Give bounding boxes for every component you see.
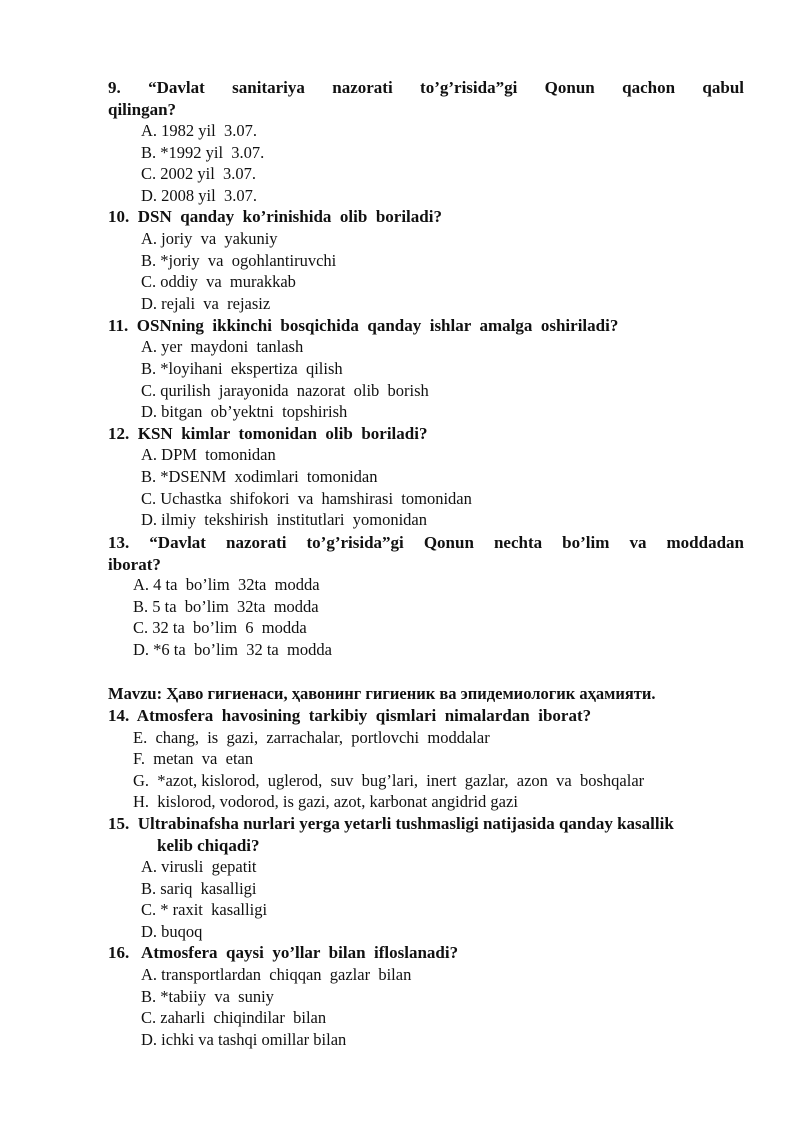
question-13 — [108, 532, 744, 575]
option-14h: H. kislorod, vodorod, is gazi, azot, karbonat angidrid gazi — [133, 792, 518, 811]
option-13c: C. 32 ta bo’lim 6 modda — [133, 618, 307, 637]
question-15 — [108, 813, 744, 856]
option-14e: E. chang, is gazi, zarrachalar, portlovchi moddalar — [133, 728, 490, 747]
option-16d: D. ichki va tashqi omillar bilan — [141, 1030, 347, 1049]
option-14g: G. *azot, kislorod, uglerod, suv bug’lari, inert gazlar, azon va boshqalar — [133, 771, 645, 790]
question-9-line2: qilingan? — [108, 99, 177, 119]
option-11c: C. qurilish jarayonida nazorat olib borish — [141, 381, 429, 400]
option-12c: C. Uchastka shifokori va hamshirasi tomonidan — [141, 489, 472, 508]
option-9a: A. 1982 yil 3.07. — [141, 121, 257, 140]
question-14: 14. Atmosfera havosining tarkibiy qismlari nimalardan iborat? — [108, 706, 592, 725]
question-16: 16. Atmosfera qaysi yo’llar bilan ifloslanadi? — [108, 943, 459, 962]
question-12: 12. KSN kimlar tomonidan olib boriladi? — [108, 424, 428, 443]
option-14f: F. metan va etan — [133, 749, 254, 768]
option-16c: C. zaharli chiqindilar bilan — [141, 1008, 327, 1027]
option-11d: D. bitgan ob’yektni topshirish — [141, 402, 348, 421]
option-13d: D. *6 ta bo’lim 32 ta modda — [133, 640, 332, 659]
question-11: 11. OSNning ikkinchi bosqichida qanday ishlar amalga oshiriladi? — [108, 316, 619, 335]
question-10: 10. DSN qanday ko’rinishida olib boriladi? — [108, 207, 442, 226]
option-15a: A. virusli gepatit — [141, 857, 257, 876]
question-15-line2: kelib chiqadi? — [157, 835, 260, 855]
option-11a: A. yer maydoni tanlash — [141, 337, 304, 356]
option-12b: B. *DSENM xodimlari tomonidan — [141, 467, 378, 486]
option-16b: B. *tabiiy va suniy — [141, 987, 274, 1006]
question-13-line1: 13. “Davlat nazorati to’g’risida”gi Qonun nechta bo’lim va moddadan — [108, 533, 744, 552]
option-16a: A. transportlardan chiqqan gazlar bilan — [141, 965, 412, 984]
question-9 — [108, 77, 744, 120]
option-9b: B. *1992 yil 3.07. — [141, 143, 265, 162]
option-13a: A. 4 ta bo’lim 32ta modda — [133, 575, 320, 594]
question-15-line1: 15. Ultrabinafsha nurlari yerga yetarli tushmasligi natijasida qanday kasallik — [108, 814, 674, 833]
option-10b: B. *joriy va ogohlantiruvchi — [141, 251, 337, 270]
option-10d: D. rejali va rejasiz — [141, 294, 271, 313]
option-11b: B. *loyihani ekspertiza qilish — [141, 359, 343, 378]
option-12a: A. DPM tomonidan — [141, 445, 276, 464]
option-9d: D. 2008 yil 3.07. — [141, 186, 257, 205]
option-15c: C. * raxit kasalligi — [141, 900, 268, 919]
option-12d: D. ilmiy tekshirish institutlari yomonidan — [141, 510, 427, 529]
topic-heading: Mavzu: Ҳаво гигиенаси, ҳавонинг гигиеник ва эпидемиологик аҳамияти. — [108, 684, 656, 703]
option-10c: C. oddiy va murakkab — [141, 272, 296, 291]
option-15b: B. sariq kasalligi — [141, 879, 257, 898]
option-9c: C. 2002 yil 3.07. — [141, 164, 257, 183]
option-13b: B. 5 ta bo’lim 32ta modda — [133, 597, 319, 616]
option-15d: D. buqoq — [141, 922, 203, 941]
question-13-line2: iborat? — [108, 554, 161, 574]
option-10a: A. joriy va yakuniy — [141, 229, 278, 248]
question-9-line1: 9. “Davlat sanitariya nazorati to’g’risida”gi Qonun qachon qabul — [108, 78, 744, 97]
